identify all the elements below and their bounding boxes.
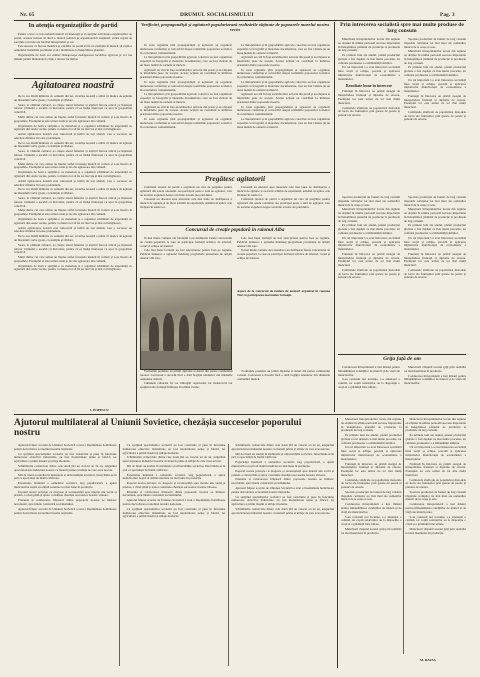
issue-number: Nr. 65 xyxy=(20,12,35,18)
paragraph: Seara, la căminul cultural, ea citește ziarul femeilor și explică fiecare articol pe înțelesul tuturor. Oamenii o ascultă cu încredere, pentru că ea însăși muncește cu spor la gospodăria colectivă. xyxy=(14,149,132,161)
article-body-prin-intrecere xyxy=(338,38,466,193)
paragraph: Agitatorii au citit în fața ascultătorilor articole din presă și au răspuns la întrebările puse de aceștia. Aceste acțiuni au contribuit la întărirea prieteniei dintre popoarele noastre. xyxy=(237,92,330,104)
paragraph: Pe primele luni ale anului, planul producției globale a fost depășit cu mai multe procente, iar calitatea produselor s-a îmbunătățit simțitor. xyxy=(404,223,466,235)
paragraph: Schimburile comerciale dintre cele două țări au crescut an de an, asigurând aprovizionarea industriei noastre cu materii prime și utilaje de care avea nevoie. xyxy=(231,444,334,451)
paragraph: Organizația de bază a sprijinit-o cu materiale și a organizat schimburi de experiență cu agitatorii din satele vecine, pentru ca munca lor să fie tot mai vie și mai convingătoare. xyxy=(14,216,132,225)
article-title-concurs: Concursul de creație populară în raionul Alba xyxy=(185,227,285,233)
paragraph: In toate regiunile țării propagandiștii și agitatorii au organizat numeroase conferințe și convorbiri despre realizările popoarelor sovietice în construirea comunismului. xyxy=(140,80,232,92)
article-body-verificari-col-b xyxy=(237,44,330,170)
paragraph: Agitatorii au citit în fața ascultătorilor articole din presă și au răspuns la întrebările puse de aceștia. Aceste acțiuni au contribuit la întărirea prieteniei dintre popoarele noastre. xyxy=(140,104,232,117)
paragraph: Comitetele sindicale au popularizat metodele de lucru ale fruntașilor prin gazete de perete și panouri de onoare. xyxy=(338,267,400,280)
paragraph: Fruntașii în întrecere au primit steagul de întreprindere fruntașă și diplome de onoare. Exemplul lor este urmat de tot mai mulți muncitori. xyxy=(404,93,466,110)
paragraph: Muncitorii răspund acestei griji prin realizări tot mai însemnate în producție. xyxy=(341,527,402,535)
paragraph: Pe primele luni ale anului, planul producției globale a fost depășit cu mai multe procente, iar calitatea produselor s-a îmbunătățit simțitor. xyxy=(405,433,466,445)
paragraph: Pe primele luni ale anului, planul producției globale a fost depășit cu mai multe procente, iar calitatea produselor s-a îmbunătățit simțitor. xyxy=(338,53,400,65)
paragraph: Cu sprijinul specialiștilor sovietici au fost construite și puse în funcțiune numeroase obiective industriale, au fost modernizate uzine și fabrici, iar agricultura a primit mașini și utilaje moderne. xyxy=(14,451,117,464)
article-subhead: Rezultate bune în întrecere xyxy=(345,83,393,89)
paragraph: Ajutorul frățesc acordat de Uniunea Sovietică a avut o însemnătate hotărâtoare pentru dezvoltarea economiei noastre naționale. xyxy=(231,485,334,494)
article-body-grija xyxy=(338,366,466,410)
photo-figure xyxy=(163,313,174,351)
paragraph: Ajutorul frățesc acordat de Uniunea Sovietică a avut o însemnătate hotărâtoare pentru dezvoltarea economiei noastre naționale. xyxy=(122,498,226,507)
divider xyxy=(140,225,330,226)
paragraph: Formațiile premiate au primit diplome și daruri din partea comitetului raional. Concursul a dovedit încă o dată bogăția talentelor din rândurile oamenilor muncii. xyxy=(140,370,233,381)
header-rule xyxy=(14,20,466,21)
paragraph: Cursanții au discutat apoi metodele cele mai bune de desfășurare a muncii de agitație și au făcut schimb de experiență, urmând să aplice cele învățate în satele lor. xyxy=(140,197,232,209)
paragraph: Muncitorii răspund acestei griji prin realizări tot mai însemnate în producție. xyxy=(404,366,466,373)
paragraph: La întreprinderi și în gospodăriile agricole colective au fost organizate expoziții cu fotografii și materiale documentare, care au fost vizitate de un mare număr de oameni ai muncii. xyxy=(237,44,330,55)
section-rule xyxy=(14,414,466,415)
article-body-organizare xyxy=(14,33,132,77)
article-title-agitatoarea: Agitatoarea noastră xyxy=(32,80,114,91)
paragraph: S-au construit noi locuințe, s-a amenajat o cantină, iar copiii salariaților au la dispoziție o creșă și o grădiniță bine utilate. xyxy=(405,514,466,527)
paragraph: Fruntașii în întrecere au primit steagul de întreprindere fruntașă și diplome de onoare. Exemplul lor este urmat de tot mai mulți muncitori. xyxy=(341,461,402,477)
paragraph: Experiența înaintată a oamenilor sovietici, larg popularizată, a ajutat muncitorilor noștri să obțină rezultate tot mai bune în producție. xyxy=(14,481,117,489)
article-body-prin-intrecere-lower xyxy=(338,196,466,351)
paragraph: Comitetele sindicale au popularizat metodele de lucru ale fruntașilor prin gazete de perete și panouri de onoare. xyxy=(338,105,400,118)
paragraph: Schimburile comerciale dintre cele două țări au crescut an de an, asigurând aprovizionarea industriei noastre cu materii prime și utilaje de care avea nevoie. xyxy=(231,506,334,515)
paragraph: Organizațiile de bază vor urmări îndeaproape desfășurarea lucrărilor agricole și vor lua măsuri pentru încheierea la timp a tuturor lucrărilor. xyxy=(14,52,132,61)
column-divider xyxy=(136,22,137,412)
paragraph: Muncitorii întreprinderilor locale din regiune au obținut în ultima perioadă succese importante în îndeplinirea planului de producție la produsele de larg consum. xyxy=(405,418,466,433)
paragraph: S-au construit noi locuințe, s-a amenajat o cantină, iar copiii salariaților au la dispoziție o creșă și o grădiniță bine utilate. xyxy=(338,377,400,389)
paragraph: Un rol important l-a avut întrecerea socialistă între secții și echipe, precum și aplicarea inițiativelor muncitorești de economisire a materialelor. xyxy=(404,235,466,252)
paragraph: In mai multe comune ale raionului s-au desfășurat fazele concursului de creație populară, la care au participat formații artistice de amatori, coruri și echipe de dansuri. xyxy=(140,237,232,248)
paragraph: Cele mai bune formații au fost selecționate pentru faza pe regiune. Publicul numeros a aplaudat îndelung programele prezentate de artiștii amatori din sate. xyxy=(140,248,232,260)
article-body-agitatoarea xyxy=(14,95,132,405)
article-title-grija: Grija față de om xyxy=(383,356,421,362)
divider xyxy=(14,78,132,79)
article-body-concurs-continuation xyxy=(140,370,330,408)
paragraph: In mai multe comune ale raionului s-au desfășurat fazele concursului de creație populară, la care au participat formații artistice de amatori, coruri și echipe de dansuri. xyxy=(237,248,330,260)
divider xyxy=(338,354,466,355)
paragraph: Sporirea producției de bunuri de larg consum răspunde cerințelor tot mai mari ale oamenilor muncii de la orașe și sate. xyxy=(405,489,466,502)
paragraph: Muncitorii răspund acestei griji prin realizări tot mai însemnate în producție. xyxy=(405,527,466,535)
paragraph: Fruntașii în întrecere au primit steagul de întreprindere fruntașă și diplome de onoare. Exemplul lor este urmat de tot mai mulți muncitori. xyxy=(404,251,466,268)
paragraph: Seara, la căminul cultural, ea citește ziarul femeilor și explică fiecare articol pe înțelesul tuturor. Oamenii o ascultă cu încredere, pentru că ea însăși muncește cu spor la gospodăria colectivă. xyxy=(14,242,132,255)
paragraph: La întreprinderi și în gospodăriile agricole colective au fost organizate expoziții cu fotografii și materiale documentare, care au fost vizitate de un mare număr de oameni ai muncii. xyxy=(140,92,232,104)
paragraph: Comitetul raional de partid a organizat un curs de pregătire pentru agitatorii din satele raionului. Au participat peste o sută de agitatori, care au ascultat expuneri despre sarcinile actuale ale partidului. xyxy=(237,197,330,209)
article-title-ajutorul: Ajutorul multilateral al Uniunii Sovietice, chezășia succeselor poporului nostru xyxy=(14,418,302,439)
paragraph: Un rol important l-a avut întrecerea socialistă între secții și echipe, precum și aplicarea inițiativelor muncitorești de economisire a materialelor. xyxy=(341,445,402,461)
paragraph: Astăzi agitatoarea noastră este cunoscută și iubită de toți sătenii, care o socotesc un adevărat sfătuitor în toate problemele. xyxy=(14,225,132,234)
paragraph: Poporul nostru privește cu dragoste și recunoștință spre marele său vecin și prieten, a cărui pildă și ajutor constituie chezășia succeselor noastre viitoare. xyxy=(122,481,226,489)
article-body-verificari-col-a xyxy=(140,44,232,170)
paragraph: Schimburile comerciale dintre cele două țări au crescut an de an, asigurând aprovizionarea industriei noastre cu materii prime și utilaje de care avea nevoie. xyxy=(14,463,117,472)
paragraph: Astăzi agitatoarea noastră este cunoscută și iubită de toți sătenii, care o socotesc un adevărat sfătuitor în toate problemele. xyxy=(14,132,132,140)
paragraph: Prietenia și colaborarea frățească dintre popoarele noastre se întăresc necontenit, spre binele construirii socialismului. xyxy=(122,489,226,498)
paragraph: Ajutorul frățesc acordat de Uniunea Sovietică a avut o însemnătate hotărâtoare pentru dezvoltarea economiei noastre naționale. xyxy=(14,444,117,451)
paragraph: Mii de tineri au studiat în institutele și universitățile sovietice, întorcându-se în țară ca specialiști de înaltă calificare. xyxy=(14,472,117,481)
paragraph: Pe primele luni ale anului, planul producției globale a fost depășit cu mai multe procente, iar calitatea produselor s-a îmbunătățit simțitor. xyxy=(338,223,400,235)
paragraph: Sporirea producției de bunuri de larg consum răspunde cerințelor tot mai mari ale oamenilor muncii de la orașe și sate. xyxy=(338,196,400,207)
paragraph: De la cea dintâi întâlnire cu oamenii din sat, tovarășa noastră a arătat că munca de agitație nu înseamnă vorbe goale, ci exemplu și răbdare. xyxy=(14,187,132,196)
paragraph: Experiența înaintată a oamenilor sovietici, larg popularizată, a ajutat muncitorilor noștri să obțină rezultate tot mai bune în producție. xyxy=(231,460,334,468)
paragraph: Sporirea producției de bunuri de larg consum răspunde cerințelor tot mai mari ale oamenilor muncii de la orașe și sate. xyxy=(404,38,466,49)
paragraph: Ajutorul frățesc acordat de Uniunea Sovietică a avut o însemnătate hotărâtoare pentru dezvoltarea economiei noastre naționale. xyxy=(14,506,117,515)
paragraph: Poporul nostru privește cu dragoste și recunoștință spre marele său vecin și prieten, a cărui pildă și ajutor constituie chezășia succeselor noastre viitoare. xyxy=(231,468,334,477)
paragraph: Cele mai bune formații au fost selecționate pentru faza pe regiune. Publicul numeros a aplaudat îndelung programele prezentate de artiștii amatori din sate. xyxy=(237,237,330,248)
paragraph: Mulți dintre cei care ezitau au înțeles astfel foloasele muncii în comun și s-au înscris în gospodărie. Exemplul ei este urmat acum și de alte agitatoare din comună. xyxy=(14,255,132,263)
concurs-photo xyxy=(140,278,232,370)
divider xyxy=(140,172,330,173)
paragraph: Un rol important l-a avut întrecerea socialistă între secții și echipe, precum și aplicarea inițiativelor muncitorești de economisire a materialelor. xyxy=(338,65,400,81)
paragraph: Comitetele sindicale au popularizat metodele de lucru ale fruntașilor prin gazete de perete și panouri de onoare. xyxy=(341,477,402,490)
paragraph: Formațiile premiate au primit diplome și daruri din partea comitetului raional. Concursul a dovedit încă o dată bogăția talentelor din rândurile oamenilor muncii. xyxy=(237,370,330,381)
paragraph: In toate regiunile țării propagandiștii și agitatorii au organizat numeroase conferințe și convorbiri despre realizările popoarelor sovietice în construirea comunismului. xyxy=(237,104,330,117)
article-title-pregatesc: Pregătesc agitatorii xyxy=(204,174,266,183)
paragraph: Comitetul raional de partid a organizat un curs de pregătire pentru agitatorii din satele raionului. Au participat peste o sută de agitatori, care au ascultat expuneri despre sarcinile actuale ale partidului. xyxy=(140,186,232,197)
paragraph: Sporirea producției de bunuri de larg consum răspunde cerințelor tot mai mari ale oamenilor muncii de la orașe și sate. xyxy=(341,489,402,502)
photo-figure xyxy=(194,311,206,351)
paragraph: Astăzi agitatoarea noastră este cunoscută și iubită de toți sătenii, care o socotesc un adevărat sfătuitor în toate problemele. xyxy=(14,178,132,187)
article-body-grija-continued xyxy=(341,418,466,654)
article-signature: M. RAVAS xyxy=(420,658,436,662)
paragraph: Conducerea întreprinderii a luat măsuri pentru îmbunătățirea condițiilor de muncă și de viață ale muncitorilor. xyxy=(404,373,466,386)
paragraph: Comitetele sindicale au popularizat metodele de lucru ale fruntașilor prin gazete de perete și panouri de onoare. xyxy=(405,477,466,490)
paragraph: Conducerea întreprinderii a luat măsuri pentru îmbunătățirea condițiilor de muncă și de viață ale muncitorilor. xyxy=(405,502,466,514)
paragraph: In toate regiunile țării propagandiștii și agitatorii au organizat numeroase conferințe și convorbiri despre realizările popoarelor sovietice în construirea comunismului. xyxy=(140,44,232,55)
paragraph: Prietenia și colaborarea frățească dintre popoarele noastre se întăresc necontenit, spre binele construirii socialismului. xyxy=(14,498,117,507)
article-body-concurs-col-b xyxy=(237,237,330,275)
paragraph: Seara, la căminul cultural, ea citește ziarul femeilor și explică fiecare articol pe înțelesul tuturor. Oamenii o ascultă cu încredere, pentru că ea însăși muncește cu spor la gospodăria colectivă. xyxy=(14,196,132,208)
paragraph: Fruntașii în întrecere au primit steagul de întreprindere fruntașă și diplome de onoare. Exemplul lor este urmat de tot mai mulți muncitori. xyxy=(338,251,400,268)
paragraph: Poporul nostru privește cu dragoste și recunoștință spre marele său vecin și prieten, a cărui pildă și ajutor constituie chezășia succeselor noastre viitoare. xyxy=(14,489,117,498)
paragraph: Prietenia și colaborarea frățească dintre popoarele noastre se întăresc necontenit, spre binele construirii socialismului. xyxy=(231,477,334,486)
paragraph: Comitetele sindicale au popularizat metodele de lucru ale fruntașilor prin gazete de perete și panouri de onoare. xyxy=(404,109,466,122)
paragraph: Un rol important l-a avut întrecerea socialistă între secții și echipe, precum și aplicarea inițiativelor muncitorești de economisire a materialelor. xyxy=(404,77,466,94)
photo-figure xyxy=(179,315,189,351)
paragraph: Muncitorii întreprinderilor locale din regiune au obținut în ultima perioadă succese importante în îndeplinirea planului de producție la produsele de larg consum. xyxy=(341,418,402,433)
page-number: Pag. 3 xyxy=(440,12,455,18)
paragraph: In toate regiunile țării propagandiștii și agitatorii au organizat numeroase conferințe și convorbiri despre realizările popoarelor sovietice în construirea comunismului. xyxy=(237,67,330,80)
photo-figure xyxy=(149,317,159,351)
newspaper-name: DRUMUL SOCIALISMULUI xyxy=(180,12,254,18)
photo-ground xyxy=(141,351,231,369)
article-body-pregatesc-col-a xyxy=(140,186,232,222)
article-title-prin-intrecere: Prin întrecerea socialistă spre mai multe produse de larg consum xyxy=(340,22,464,34)
article-body-ajutorul xyxy=(14,444,334,666)
paragraph: In toate regiunile țării propagandiștii și agitatorii au organizat numeroase conferințe și convorbiri despre realizările popoarelor sovietice în construirea comunismului. xyxy=(140,117,232,129)
article-title-verificari: Verificări, propagandiști și agitatorii popularizează realizările obținute de popoarele marelui nostru vecin xyxy=(141,22,329,32)
paragraph: Cursanții au discutat apoi metodele cele mai bune de desfășurare a muncii de agitație și au făcut schimb de experiență, urmând să aplice cele învățate în satele lor. xyxy=(237,186,330,197)
paragraph: Fruntașii în întrecere au primit steagul de întreprindere fruntașă și diplome de onoare. Exemplul lor este urmat de tot mai mulți muncitori. xyxy=(338,89,400,105)
article-title-organizare: In atenția organizațiilor de partid xyxy=(28,22,118,29)
paragraph: Experiența înaintată a oamenilor sovietici, larg popularizată, a ajutat muncitorilor noștri să obțină rezultate tot mai bune în producție. xyxy=(122,472,226,481)
paragraph: Fruntașii în întrecere au primit steagul de întreprindere fruntașă și diplome de onoare. Exemplul lor este urmat de tot mai mulți muncitori. xyxy=(405,461,466,477)
paragraph: Cu sprijinul specialiștilor sovietici au fost construite și puse în funcțiune numeroase obiective industriale, au fost modernizate uzine și fabrici, iar agricultura a primit mașini și utilaje moderne. xyxy=(122,444,226,455)
paragraph: Muncitorii întreprinderilor locale din regiune au obținut în ultima perioadă succese importante în îndeplinirea planului de producție la produsele de larg consum. xyxy=(338,207,400,223)
paragraph: Un rol important l-a avut întrecerea socialistă între secții și echipe, precum și aplicarea inițiativelor muncitorești de economisire a materialelor. xyxy=(338,235,400,252)
paragraph: Sporirea producției de bunuri de larg consum răspunde cerințelor tot mai mari ale oamenilor muncii de la orașe și sate. xyxy=(404,196,466,207)
paragraph: Conducerea întreprinderii a luat măsuri pentru îmbunătățirea condițiilor de muncă și de viață ale muncitorilor. xyxy=(341,502,402,514)
paragraph: Mii de tineri au studiat în institutele și universitățile sovietice, întorcându-se în țară ca specialiști de înaltă calificare. xyxy=(231,451,334,460)
article-signature: I. POPESCU xyxy=(90,408,109,412)
paragraph: Conducerea întreprinderii a luat măsuri pentru îmbunătățirea condițiilor de muncă și de viață ale muncitorilor. xyxy=(338,366,400,377)
paragraph: Mulți dintre cei care ezitau au înțeles astfel foloasele muncii în comun și s-au înscris în gospodărie. Exemplul ei este urmat acum și de alte agitatoare din comună. xyxy=(14,161,132,170)
paragraph: Organizația de bază a sprijinit-o cu materiale și a organizat schimburi de experiență cu agitatorii din satele vecine, pentru ca munca lor să fie tot mai vie și mai convingătoare. xyxy=(14,263,132,272)
paragraph: Seara, la căminul cultural, ea citește ziarul femeilor și explică fiecare articol pe înțelesul tuturor. Oamenii o ascultă cu încredere, pentru că ea însăși muncește cu spor la gospodăria colectivă. xyxy=(14,102,132,115)
paragraph: S-au construit noi locuințe, s-a amenajat o cantină, iar copiii salariaților au la dispoziție o creșă și o grădiniță bine utilate. xyxy=(341,514,402,527)
paragraph: Mulți dintre cei care ezitau au înțeles astfel foloasele muncii în comun și s-au înscris în gospodărie. Exemplul ei este urmat acum și de alte agitatoare din comună. xyxy=(14,208,132,217)
paragraph: Muncitorii întreprinderilor locale din regiune au obținut în ultima perioadă succese importante în îndeplinirea planului de producție la produsele de larg consum. xyxy=(338,38,400,53)
paragraph: Pe primele luni ale anului, planul producției globale a fost depășit cu mai multe procente, iar calitatea produselor s-a îmbunătățit simțitor. xyxy=(404,65,466,77)
paragraph: Mulți dintre cei care ezitau au înțeles astfel foloasele muncii în comun și s-au înscris în gospodărie. Exemplul ei este urmat acum și de alte agitatoare din comună. xyxy=(14,114,132,123)
paragraph: Pe primele luni ale anului, planul producției globale a fost depășit cu mai multe procente, iar calitatea produselor s-a îmbunătățit simțitor. xyxy=(341,433,402,445)
paragraph: Pentru a face ca toți oamenii muncii să înțeleagă și să sprijine activitatea organizațiilor de partid, acestea trebuie să ducă o muncă politică și organizatorică susținută, strâns legată de sarcinile concrete ale fiecărei întreprinderi și sat. xyxy=(14,33,132,44)
paragraph: Muncitorii întreprinderilor locale din regiune au obținut în ultima perioadă succese importante în îndeplinirea planului de producție la produsele de larg consum. xyxy=(404,207,466,223)
article-body-pregatesc-col-b xyxy=(237,186,330,222)
paragraph: Muncitorii întreprinderilor locale din regiune au obținut în ultima perioadă succese importante în îndeplinirea planului de producție la produsele de larg consum. xyxy=(404,49,466,65)
photo-figure xyxy=(211,316,221,351)
column-divider xyxy=(334,22,335,412)
paragraph: Agitatorii au citit în fața ascultătorilor articole din presă și au răspuns la întrebările puse de aceștia. Aceste acțiuni au contribuit la întărirea prieteniei dintre popoarele noastre. xyxy=(237,55,330,67)
paragraph: Mii de tineri au studiat în institutele și universitățile sovietice, întorcându-se în țară ca specialiști de înaltă calificare. xyxy=(122,463,226,472)
paragraph: Cu sprijinul specialiștilor sovietici au fost construite și puse în funcțiune numeroase obiective industriale, au fost modernizate uzine și fabrici, iar agricultura a primit mașini și utilaje moderne. xyxy=(122,506,226,519)
paragraph: Căminele culturale își vor îmbogăți repertoriul, iar instructorii vor sprijini noile formații înființate în ultima vreme. xyxy=(140,381,233,390)
column-divider xyxy=(337,418,338,668)
paragraph: Comitetele sindicale au popularizat metodele de lucru ale fruntașilor prin gazete de perete și panouri de onoare. xyxy=(404,267,466,280)
paragraph: Organizația de bază a sprijinit-o cu materiale și a organizat schimburi de experiență cu agitatorii din satele vecine, pentru ca munca lor să fie tot mai vie și mai convingătoare. xyxy=(14,170,132,178)
paragraph: Cu sprijinul specialiștilor sovietici au fost construite și puse în funcțiune numeroase obiective industriale, au fost modernizate uzine și fabrici, iar agricultura a primit mașini și utilaje moderne. xyxy=(231,494,334,507)
paragraph: Agitatorii au citit în fața ascultătorilor articole din presă și au răspuns la întrebările puse de aceștia. Aceste acțiuni au contribuit la întărirea prieteniei dintre popoarele noastre. xyxy=(140,67,232,80)
paragraph: Un rol important l-a avut întrecerea socialistă între secții și echipe, precum și aplicarea inițiativelor muncitorești de economisire a materialelor. xyxy=(405,445,466,461)
paragraph: La întreprinderi și în gospodăriile agricole colective au fost organizate expoziții cu fotografii și materiale documentare, care au fost vizitate de un mare număr de oameni ai muncii. xyxy=(237,117,330,129)
article-body-concurs-col-a xyxy=(140,237,232,275)
paragraph: Organizația de bază a sprijinit-o cu materiale și a organizat schimburi de experiență cu agitatorii din satele vecine, pentru ca munca lor să fie tot mai vie și mai convingătoare. xyxy=(14,123,132,132)
paragraph: Este necesar ca fiecare membru și candidat de partid să fie un exemplu în muncă, să explice oamenilor hotărârile partidului și să-i mobilizeze la îndeplinirea planului. xyxy=(14,44,132,53)
paragraph: La întreprinderi și în gospodăriile agricole colective au fost organizate expoziții cu fotografii și materiale documentare, care au fost vizitate de un mare număr de oameni ai muncii. xyxy=(237,80,330,92)
paragraph: La întreprinderi și în gospodăriile agricole colective au fost organizate expoziții cu fotografii și materiale documentare, care au fost vizitate de un mare număr de oameni ai muncii. xyxy=(140,55,232,67)
paragraph: Schimburile comerciale dintre cele două țări au crescut an de an, asigurând aprovizionarea industriei noastre cu materii prime și utilaje de care avea nevoie. xyxy=(122,455,226,464)
photo-caption: Aspect de la concursul de fanfare de amatori organizat în comuna Tiur cu participarea mai multor formații. xyxy=(237,289,330,297)
paragraph: De la cea dintâi întâlnire cu oamenii din sat, tovarășa noastră a arătat că munca de agitație nu înseamnă vorbe goale, ci exemplu și răbdare. xyxy=(14,234,132,242)
paragraph: De la cea dintâi întâlnire cu oamenii din sat, tovarășa noastră a arătat că munca de agitație nu înseamnă vorbe goale, ci exemplu și răbdare. xyxy=(14,95,132,102)
paragraph: De la cea dintâi întâlnire cu oamenii din sat, tovarășa noastră a arătat că munca de agitație nu înseamnă vorbe goale, ci exemplu și răbdare. xyxy=(14,140,132,149)
